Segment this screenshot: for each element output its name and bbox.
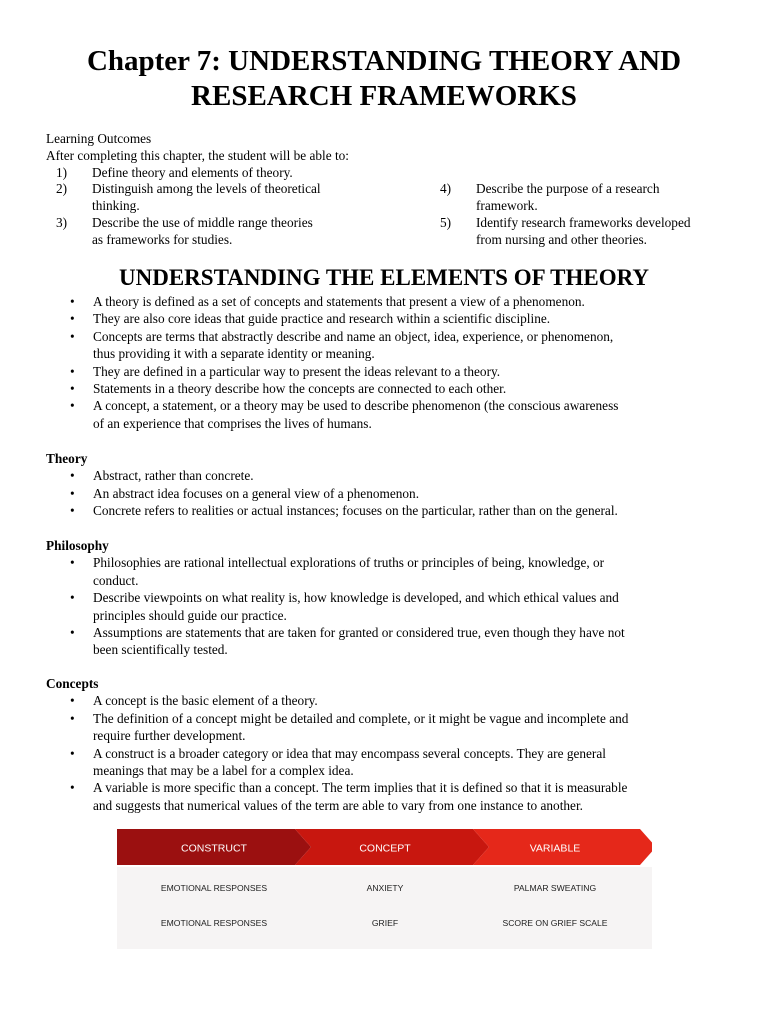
bullet-item bbox=[46, 328, 726, 363]
bullet-item bbox=[46, 485, 726, 502]
bullet-icon: • bbox=[70, 398, 75, 414]
diagram-cell: PALMAR SWEATING bbox=[513, 883, 597, 893]
bullet-item bbox=[46, 624, 726, 659]
stage-label: CONCEPT bbox=[359, 842, 411, 855]
diagram-cell: ANXIETY bbox=[366, 883, 404, 893]
bullet-item bbox=[46, 380, 726, 397]
outcome-text-line: Distinguish among the levels of theoretical bbox=[92, 181, 321, 197]
bullet-item bbox=[46, 745, 726, 780]
outcome-item bbox=[430, 181, 730, 215]
stage-label: CONSTRUCT bbox=[181, 842, 247, 855]
bullet-icon: • bbox=[70, 625, 75, 641]
content-section bbox=[46, 293, 726, 432]
outcomes-right-column bbox=[430, 181, 730, 248]
outcomes-left-column bbox=[46, 165, 376, 249]
bullet-text-line: Statements in a theory describe how the concepts are connected to each other. bbox=[93, 381, 507, 397]
construct-concept-variable-diagram bbox=[117, 829, 652, 949]
outcome-text-line: Identify research frameworks developed bbox=[476, 214, 691, 230]
bullet-icon: • bbox=[70, 745, 75, 761]
bullet-item bbox=[46, 363, 726, 380]
diagram-cell: EMOTIONAL RESPONSES bbox=[160, 918, 268, 928]
diagram-cell: EMOTIONAL RESPONSES bbox=[160, 883, 268, 893]
outcome-item bbox=[46, 165, 376, 182]
section-title: Philosophy bbox=[46, 538, 109, 553]
bullet-text-line: They are also core ideas that guide practice and research within a scientific discipline. bbox=[93, 311, 551, 327]
bullet-text-line: A theory is defined as a set of concepts and statements that present a view of a phenomenon. bbox=[93, 294, 585, 309]
bullet-item bbox=[46, 397, 726, 432]
learning-outcomes-heading: Learning Outcomes bbox=[46, 131, 152, 146]
bullet-list bbox=[46, 467, 726, 519]
bullet-text-line: A concept is the basic element of a theory. bbox=[93, 693, 318, 709]
learning-outcomes bbox=[46, 131, 736, 249]
content-section bbox=[46, 537, 726, 659]
bullet-text-line: They are defined in a particular way to present the ideas relevant to a theory. bbox=[93, 363, 501, 379]
bullet-text-line: An abstract idea focuses on a general view of a phenomenon. bbox=[93, 485, 420, 501]
chapter-title: Chapter 7: UNDERSTANDING THEORY AND RESEARCH FRAMEWORKS bbox=[86, 45, 682, 112]
bullet-icon: • bbox=[70, 590, 75, 606]
bullet-item bbox=[46, 692, 726, 709]
bullet-text-line: Abstract, rather than concrete. bbox=[93, 468, 254, 484]
bullet-text-line: A variable is more specific than a concept. The term implies that it is defined so that it is measurable bbox=[93, 780, 628, 796]
bullet-list bbox=[46, 293, 726, 432]
outcome-text-line: thinking. bbox=[92, 198, 140, 214]
bullet-item bbox=[46, 502, 726, 519]
bullet-list bbox=[46, 692, 726, 814]
bullet-item bbox=[46, 293, 726, 310]
bullet-list bbox=[46, 554, 726, 658]
outcome-text-line: Describe the purpose of a research bbox=[476, 181, 660, 197]
bullet-text-line: Concepts are terms that abstractly describe and name an object, idea, experience, or phenomenon, bbox=[93, 328, 614, 344]
content-section bbox=[46, 675, 726, 814]
outcome-number: 3) bbox=[56, 214, 68, 230]
stage-label: VARIABLE bbox=[529, 842, 581, 855]
bullet-text-line: of an experience that comprises the lives of humans. bbox=[93, 415, 372, 431]
bullet-icon: • bbox=[70, 555, 75, 571]
bullet-text-line: The definition of a concept might be detailed and complete, or it might be vague and incomplete and bbox=[93, 710, 629, 726]
bullet-icon: • bbox=[70, 294, 75, 309]
bullet-icon: • bbox=[70, 363, 75, 379]
bullet-text-line: conduct. bbox=[93, 572, 139, 588]
bullet-text-line: Assumptions are statements that are taken for granted or considered true, even though they have not bbox=[93, 625, 625, 641]
outcome-text-line: from nursing and other theories. bbox=[476, 231, 647, 247]
bullet-item bbox=[46, 467, 726, 484]
bullet-icon: • bbox=[70, 381, 75, 397]
bullet-text-line: Concrete refers to realities or actual instances; focuses on the particular, rather than on the general. bbox=[93, 503, 618, 519]
outcome-number: 1) bbox=[56, 164, 68, 180]
learning-outcomes-columns bbox=[46, 165, 736, 249]
bullet-icon: • bbox=[70, 710, 75, 726]
bullet-icon: • bbox=[70, 311, 75, 327]
section-title: Concepts bbox=[46, 676, 99, 691]
section-heading: UNDERSTANDING THE ELEMENTS OF THEORY bbox=[119, 265, 649, 290]
diagram-graphic bbox=[117, 829, 652, 949]
bullet-text-line: Philosophies are rational intellectual explorations of truths or principles of being, knowledge, or bbox=[93, 555, 605, 571]
bullet-text-line: A construct is a broader category or idea that may encompass several concepts. They are general bbox=[93, 745, 606, 761]
bullet-text-line: meanings that may be a label for a complex idea. bbox=[93, 763, 354, 779]
outcome-number: 4) bbox=[440, 181, 452, 197]
bullet-text-line: A concept, a statement, or a theory may be used to describe phenomenon (the conscious awareness bbox=[93, 398, 619, 414]
outcome-text-line: Define theory and elements of theory. bbox=[92, 164, 293, 180]
bullet-icon: • bbox=[70, 780, 75, 796]
outcome-number: 2) bbox=[56, 181, 68, 197]
outcome-number: 5) bbox=[440, 214, 452, 230]
bullet-text-line: principles should guide our practice. bbox=[93, 607, 287, 623]
learning-outcomes-intro: After completing this chapter, the student will be able to: bbox=[46, 147, 349, 163]
bullet-text-line: Describe viewpoints on what reality is, how knowledge is developed, and which ethical values and bbox=[93, 590, 619, 606]
bullet-text-line: thus providing it with a separate identity or meaning. bbox=[93, 346, 375, 362]
outcome-text-line: framework. bbox=[476, 198, 538, 214]
outcome-item bbox=[46, 181, 376, 215]
bullet-icon: • bbox=[70, 485, 75, 501]
bullet-text-line: been scientifically tested. bbox=[93, 642, 228, 658]
bullet-icon: • bbox=[70, 328, 75, 344]
bullet-text-line: and suggests that numerical values of the term are able to vary from one instance to another. bbox=[93, 797, 583, 813]
diagram-cell: GRIEF bbox=[371, 918, 399, 928]
bullet-text-line: require further development. bbox=[93, 728, 246, 744]
bullet-item bbox=[46, 779, 726, 814]
diagram-table-background bbox=[117, 867, 652, 949]
bullet-icon: • bbox=[70, 468, 75, 484]
bullet-icon: • bbox=[70, 693, 75, 709]
content-section bbox=[46, 450, 726, 520]
outcome-item bbox=[430, 215, 730, 249]
outcome-item bbox=[46, 215, 376, 249]
bullet-item bbox=[46, 710, 726, 745]
bullet-item bbox=[46, 554, 726, 589]
bullet-item bbox=[46, 310, 726, 327]
section-title: Theory bbox=[46, 451, 88, 466]
diagram-cell: SCORE ON GRIEF SCALE bbox=[502, 918, 608, 928]
outcome-text-line: Describe the use of middle range theories bbox=[92, 214, 313, 230]
outcome-text-line: as frameworks for studies. bbox=[92, 231, 233, 247]
bullet-icon: • bbox=[70, 503, 75, 519]
bullet-item bbox=[46, 589, 726, 624]
